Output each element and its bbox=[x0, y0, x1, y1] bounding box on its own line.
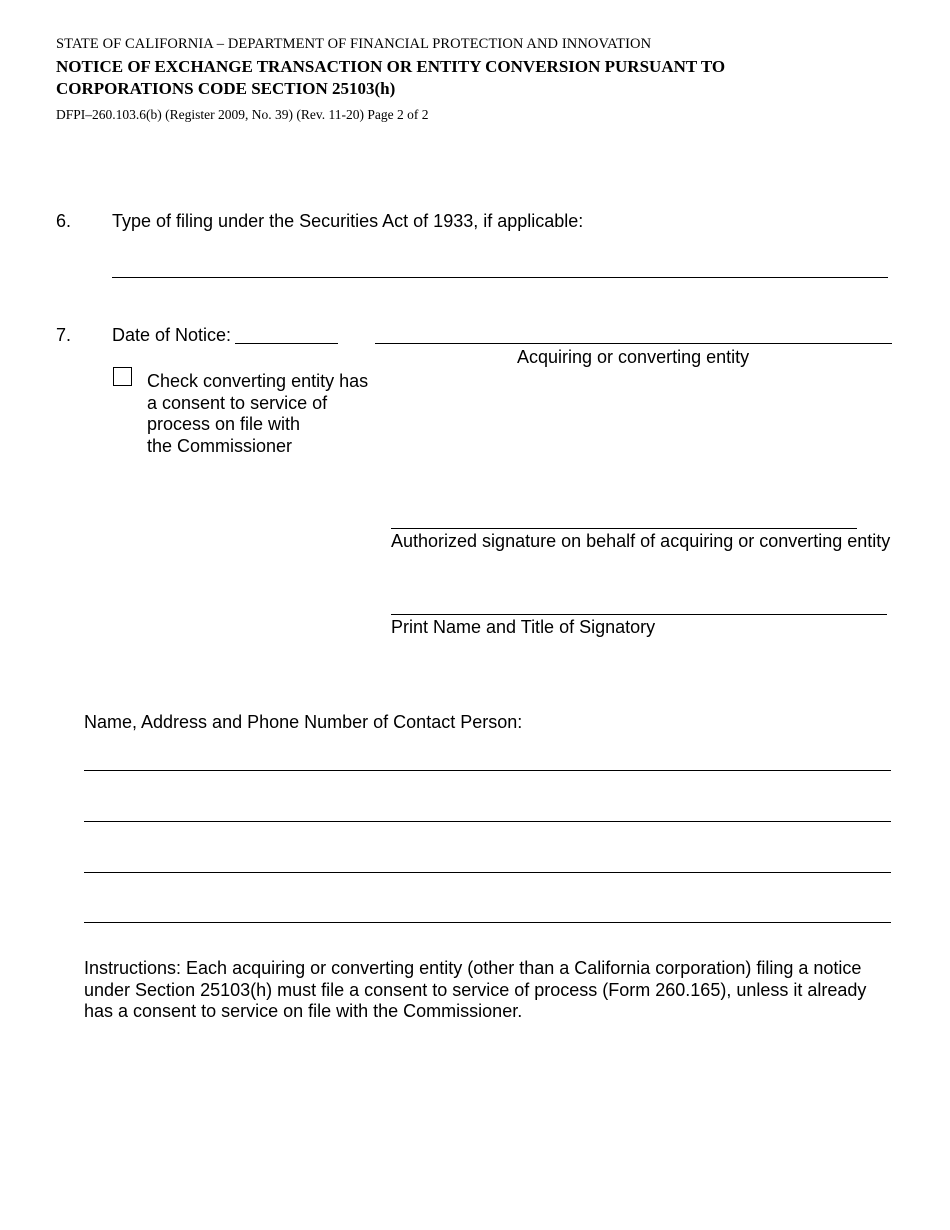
authorized-signature-line bbox=[391, 528, 857, 529]
agency-header: STATE OF CALIFORNIA – DEPARTMENT OF FINANCIAL PROTECTION AND INNOVATION bbox=[56, 36, 652, 52]
form-title-line-1: NOTICE OF EXCHANGE TRANSACTION OR ENTITY CONVERSION PURSUANT TO bbox=[56, 57, 726, 76]
date-of-notice-field[interactable] bbox=[237, 323, 337, 343]
contact-person-label: Name, Address and Phone Number of Contact Person: bbox=[84, 712, 523, 732]
filing-type-field[interactable] bbox=[114, 256, 884, 276]
consent-text-line-2: a consent to service of bbox=[147, 392, 328, 413]
form-title-line-2: CORPORATIONS CODE SECTION 25103(h) bbox=[56, 79, 396, 98]
contact-line-3 bbox=[84, 872, 891, 873]
item-7-number: 7. bbox=[56, 325, 72, 345]
contact-line-4 bbox=[84, 922, 891, 923]
consent-text-line-3: process on file with bbox=[147, 414, 301, 434]
contact-field-2[interactable] bbox=[86, 801, 886, 821]
item-6-number: 6. bbox=[56, 211, 72, 231]
form-title bbox=[56, 56, 725, 100]
contact-field-3[interactable] bbox=[86, 852, 886, 872]
item-6-label: Type of filing under the Securities Act of 1933, if applicable: bbox=[112, 211, 584, 231]
contact-field-4[interactable] bbox=[86, 902, 886, 922]
contact-line-1 bbox=[84, 770, 891, 771]
authorized-signature-field[interactable] bbox=[393, 508, 853, 528]
instructions-line-2: under Section 25103(h) must file a consent to service of process (Form 260.165), unless it already bbox=[84, 979, 867, 1000]
form-identifier: DFPI–260.103.6(b) (Register 2009, No. 39) (Rev. 11-20) Page 2 of 2 bbox=[56, 107, 429, 122]
acquiring-entity-line bbox=[375, 343, 892, 344]
print-name-line bbox=[391, 614, 887, 615]
consent-text-line-4: the Commissioner bbox=[147, 435, 293, 456]
acquiring-entity-caption: Acquiring or converting entity bbox=[517, 347, 750, 367]
instructions-paragraph bbox=[84, 958, 914, 1023]
instructions-line-1: Instructions: Each acquiring or converting entity (other than a California corporation) filing a notice bbox=[84, 958, 862, 978]
print-name-caption: Print Name and Title of Signatory bbox=[391, 617, 656, 637]
date-of-notice-line bbox=[235, 343, 338, 344]
contact-field-1[interactable] bbox=[86, 750, 886, 770]
consent-text-line-1: Check converting entity has bbox=[147, 371, 369, 391]
consent-on-file-text bbox=[147, 371, 368, 457]
consent-on-file-checkbox[interactable] bbox=[113, 367, 132, 386]
date-of-notice-label: Date of Notice: bbox=[112, 325, 232, 345]
acquiring-entity-field[interactable] bbox=[378, 323, 888, 343]
instructions-line-3: has a consent to service on file with the Commissioner. bbox=[84, 1001, 523, 1021]
filing-type-line bbox=[112, 277, 888, 278]
print-name-title-field[interactable] bbox=[393, 594, 883, 614]
authorized-signature-caption: Authorized signature on behalf of acquiring or converting entity bbox=[391, 531, 891, 551]
contact-line-2 bbox=[84, 821, 891, 822]
